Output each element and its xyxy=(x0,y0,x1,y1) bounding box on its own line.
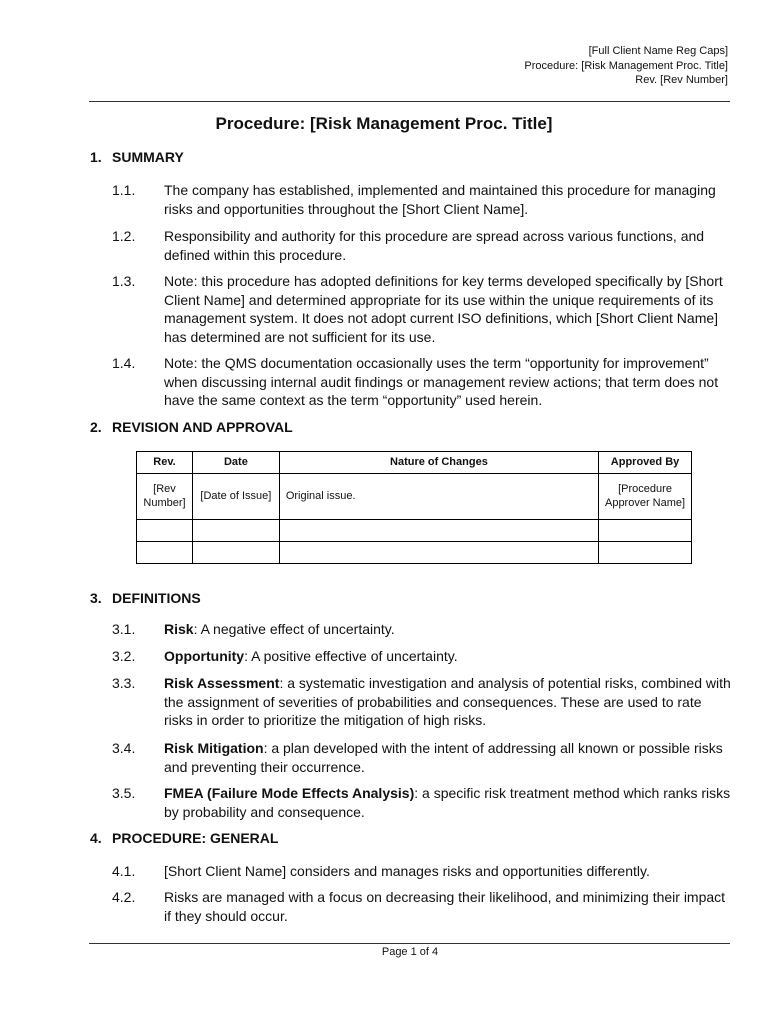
column-header-approved: Approved By xyxy=(599,452,692,474)
column-header-rev: Rev. xyxy=(137,452,193,474)
table-header-row xyxy=(137,452,692,474)
summary-item: 1.3. Note: this procedure has adopted definitions for key terms developed specifically by [Short Client Name] and determined appropriate for its use within the unique requirements of its management system. It does not adopt current ISO definitions, which [Short Client Name] has determined are not sufficient for its use. xyxy=(112,273,723,345)
summary-item: 1.1. The company has established, implemented and maintained this procedure for managing risks and opportunities throughout the [Short Client Name]. xyxy=(112,182,716,217)
definition-item: 3.1. Risk: A negative effect of uncertainty. xyxy=(112,621,395,637)
definition-item: 3.3. Risk Assessment: a systematic investigation and analysis of potential risks, combined with the assignment of severities of probabilities and consequences. These are used to rate risks in order to prioritize the mitigation of high risks. xyxy=(112,675,731,728)
definition-term: Risk Assessment xyxy=(164,675,280,691)
header-divider xyxy=(89,101,730,102)
cell-approved: [Procedure Approver Name] xyxy=(599,474,692,520)
cell-date: [Date of Issue] xyxy=(192,474,279,520)
document-header xyxy=(524,44,728,88)
table-row xyxy=(137,474,692,520)
cell-rev: [Rev Number] xyxy=(137,474,193,520)
definition-term: Risk Mitigation xyxy=(164,740,264,756)
table-row xyxy=(137,520,692,542)
summary-item: 1.2. Responsibility and authority for this procedure are spread across various functions, and defined within this procedure. xyxy=(112,228,705,263)
section-heading-procedure-general: 4. PROCEDURE: GENERAL xyxy=(90,830,279,846)
section-heading-revision: 2. REVISION AND APPROVAL xyxy=(90,419,293,435)
cell-changes: Original issue. xyxy=(279,474,598,520)
column-header-changes: Nature of Changes xyxy=(279,452,598,474)
definition-item: 3.5. FMEA (Failure Mode Effects Analysis): a specific risk treatment method which ranks risks by probability and consequence. xyxy=(112,785,731,820)
table-row xyxy=(137,542,692,564)
procedure-item: 4.2. Risks are managed with a focus on decreasing their likelihood, and minimizing their impact if they should occur. xyxy=(112,889,726,924)
column-header-date: Date xyxy=(192,452,279,474)
header-revision: Rev. [Rev Number] xyxy=(635,74,728,86)
section-heading-summary: 1. SUMMARY xyxy=(90,149,184,165)
definition-item: 3.4. Risk Mitigation: a plan developed with the intent of addressing all known or possible risks and preventing their occurrence. xyxy=(112,740,723,775)
definition-item: 3.2. Opportunity: A positive effective of uncertainty. xyxy=(112,648,458,664)
definition-term: Opportunity xyxy=(164,648,245,664)
header-client-name: [Full Client Name Reg Caps] xyxy=(588,45,728,57)
page-number: Page 1 of 4 xyxy=(381,946,439,958)
definition-term: Risk xyxy=(164,621,194,637)
summary-item: 1.4. Note: the QMS documentation occasionally uses the term “opportunity for improvement” when discussing internal audit findings or management review actions; that term does not have the same context as the term “opportunity” used herein. xyxy=(112,355,719,408)
definition-term: FMEA (Failure Mode Effects Analysis) xyxy=(164,785,415,801)
procedure-item: 4.1. [Short Client Name] considers and manages risks and opportunities differently. xyxy=(112,863,650,879)
footer-divider xyxy=(89,943,730,944)
header-procedure-title: Procedure: [Risk Management Proc. Title] xyxy=(524,59,728,72)
revision-table xyxy=(136,451,692,564)
section-heading-definitions: 3. DEFINITIONS xyxy=(90,590,201,606)
page-title: Procedure: [Risk Management Proc. Title] xyxy=(215,114,553,133)
